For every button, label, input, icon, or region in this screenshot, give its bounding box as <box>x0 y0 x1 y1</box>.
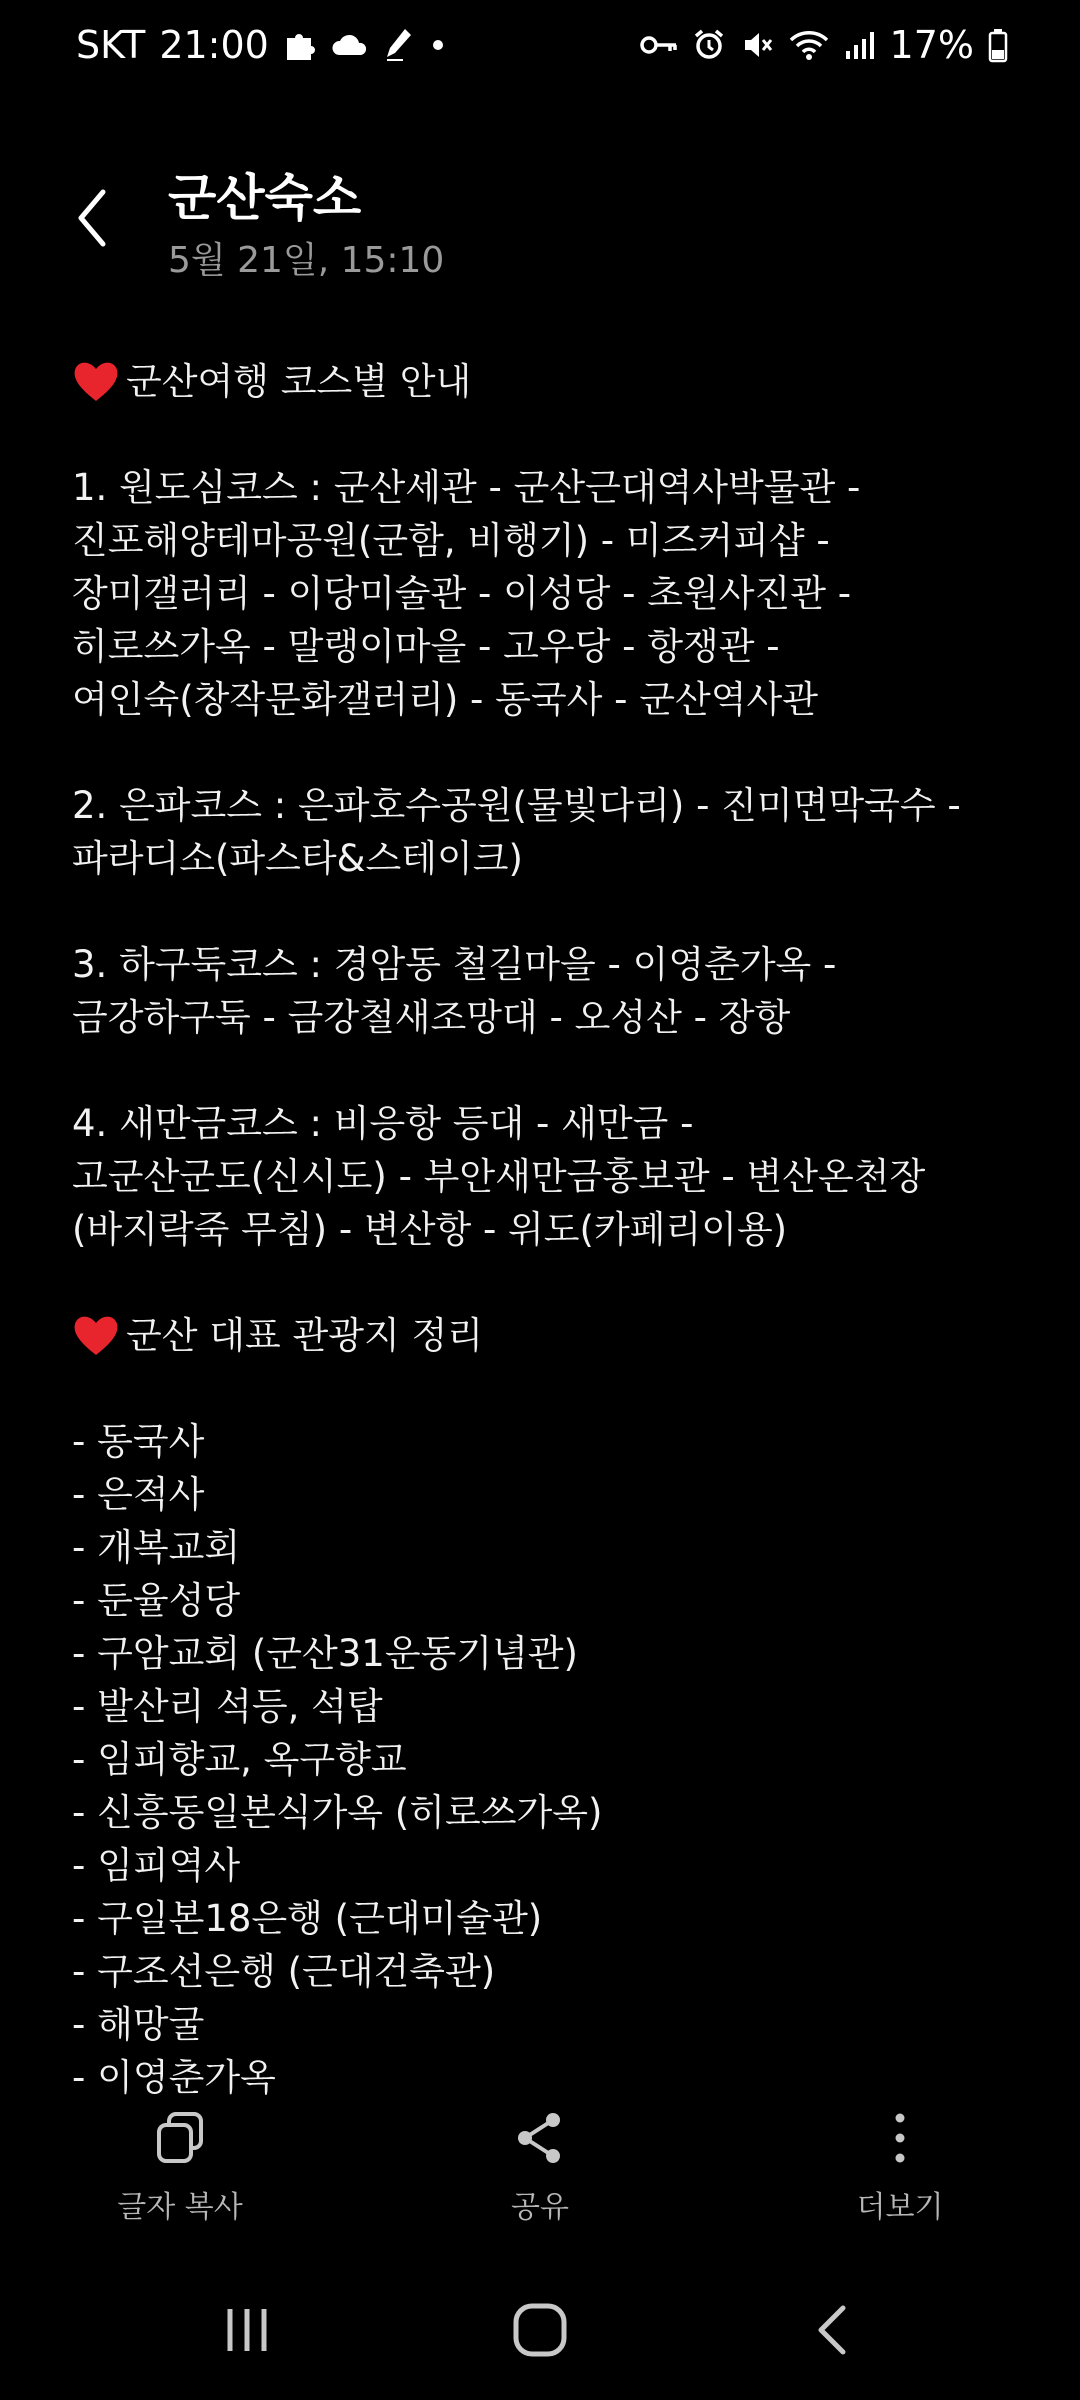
system-back-button[interactable] <box>793 2295 873 2365</box>
note-line-text: 2. 은파코스 : 은파호수공원(물빛다리) - 진미면막국수 - <box>72 784 961 827</box>
blank-line <box>72 1362 1012 1415</box>
note-line <box>72 1521 1012 1574</box>
note-line-text: 금강하구둑 - 금강철새조망대 - 오성산 - 장항 <box>72 996 791 1039</box>
battery-icon <box>988 25 1008 65</box>
note-line <box>72 1415 1012 1468</box>
recent-apps-button[interactable] <box>207 2295 287 2365</box>
note-line <box>72 1574 1012 1627</box>
note-line <box>72 1150 1012 1203</box>
note-body <box>72 355 1012 2099</box>
heart-icon <box>72 355 126 408</box>
clock: 21:00 <box>159 23 269 67</box>
note-line <box>72 620 1012 673</box>
note-line <box>72 1998 1012 2051</box>
recent-apps-icon <box>222 2305 272 2355</box>
note-line-text: 1. 원도심코스 : 군산세관 - 군산근대역사박물관 - <box>72 466 861 509</box>
note-line-text: 장미갤러리 - 이당미술관 - 이성당 - 초원사진관 - <box>72 572 852 615</box>
more-button[interactable] <box>720 2098 1080 2248</box>
note-line <box>72 991 1012 1044</box>
pen-icon <box>383 25 413 65</box>
blank-line <box>72 408 1012 461</box>
note-header <box>0 150 1080 300</box>
battery-percent: 17% <box>889 23 974 67</box>
note-line-text: 고군산군도(신시도) - 부안새만금홍보관 - 변산온천장 <box>72 1155 926 1198</box>
note-line-text: - 임피향교, 옥구향교 <box>72 1738 407 1781</box>
copy-text-label: 글자 복사 <box>117 2190 243 2225</box>
note-line-text: 3. 하구둑코스 : 경암동 철길마을 - 이영춘가옥 - <box>72 943 837 986</box>
more-label: 더보기 <box>856 2190 944 2225</box>
status-left <box>76 23 449 67</box>
note-line-text: 히로쓰가옥 - 말랭이마을 - 고우당 - 항쟁관 - <box>72 625 780 668</box>
cloud-icon <box>331 25 369 65</box>
key-icon <box>640 25 678 65</box>
home-button[interactable] <box>500 2295 580 2365</box>
note-line <box>72 1733 1012 1786</box>
system-navigation-bar <box>0 2290 1080 2370</box>
blank-line <box>72 1256 1012 1309</box>
status-bar <box>0 0 1080 90</box>
blank-line <box>72 1044 1012 1097</box>
note-line <box>72 832 1012 885</box>
note-line-text: - 은적사 <box>72 1473 205 1516</box>
note-line-text: - 해망굴 <box>72 2003 205 2046</box>
note-line-text: 군산 대표 관광지 정리 <box>126 1314 483 1357</box>
blank-line <box>72 885 1012 938</box>
note-line-text: - 이영춘가옥 <box>72 2056 276 2099</box>
note-line <box>72 1627 1012 1680</box>
note-line <box>72 673 1012 726</box>
note-line <box>72 514 1012 567</box>
note-line-text: (바지락죽 무침) - 변산항 - 위도(카페리이용) <box>72 1208 788 1251</box>
carrier-label: SKT <box>76 23 146 67</box>
share-label: 공유 <box>511 2190 569 2225</box>
note-line <box>72 461 1012 514</box>
copy-text-icon <box>150 2108 210 2168</box>
note-line <box>72 567 1012 620</box>
note-line <box>72 938 1012 991</box>
puzzle-icon <box>283 25 317 65</box>
note-line-text: - 동국사 <box>72 1420 205 1463</box>
note-line <box>72 1468 1012 1521</box>
note-line-text: - 둔율성당 <box>72 1579 241 1622</box>
note-line-text: - 발산리 석등, 석탑 <box>72 1685 383 1728</box>
note-title: 군산숙소 <box>168 169 362 227</box>
note-line-text: 군산여행 코스별 안내 <box>126 360 472 403</box>
share-button[interactable] <box>360 2098 720 2248</box>
note-line <box>72 1203 1012 1256</box>
home-icon <box>512 2302 568 2358</box>
note-line-text: 파라디소(파스타&스테이크) <box>72 837 523 880</box>
note-line <box>72 1097 1012 1150</box>
note-line-text: 4. 새만금코스 : 비응항 등대 - 새만금 - <box>72 1102 694 1145</box>
alarm-icon <box>692 25 726 65</box>
dot-icon <box>427 25 449 65</box>
note-line-text: - 구일본18은행 (근대미술관) <box>72 1897 543 1940</box>
blank-line <box>72 726 1012 779</box>
copy-text-button[interactable] <box>0 2098 360 2248</box>
section-heading <box>72 355 1012 408</box>
note-line <box>72 1892 1012 1945</box>
note-line <box>72 779 1012 832</box>
more-vertical-icon <box>870 2108 930 2168</box>
note-line <box>72 1839 1012 1892</box>
note-line-text: 여인숙(창작문화갤러리) - 동국사 - 군산역사관 <box>72 678 818 721</box>
back-button[interactable] <box>62 180 122 256</box>
note-line <box>72 1945 1012 1998</box>
wifi-icon <box>788 25 830 65</box>
mute-icon <box>740 25 774 65</box>
chevron-left-icon <box>75 188 109 248</box>
bottom-action-bar <box>0 2098 1080 2248</box>
note-line-text: - 임피역사 <box>72 1844 241 1887</box>
share-icon <box>510 2108 570 2168</box>
back-icon <box>813 2302 853 2358</box>
note-line <box>72 1680 1012 1733</box>
note-line-text: - 구조선은행 (근대건축관) <box>72 1950 496 1993</box>
note-line-text: 진포해양테마공원(군함, 비행기) - 미즈커피샵 - <box>72 519 830 562</box>
status-right <box>640 23 1008 67</box>
heart-icon <box>72 1309 126 1362</box>
note-date: 5월 21일, 15:10 <box>168 240 445 281</box>
note-line <box>72 2051 1012 2104</box>
note-line-text: - 신흥동일본식가옥 (히로쓰가옥) <box>72 1791 603 1834</box>
note-line-text: - 구암교회 (군산31운동기념관) <box>72 1632 578 1675</box>
note-line-text: - 개복교회 <box>72 1526 241 1569</box>
section-heading <box>72 1309 1012 1362</box>
note-line <box>72 1786 1012 1839</box>
signal-icon <box>844 25 876 65</box>
